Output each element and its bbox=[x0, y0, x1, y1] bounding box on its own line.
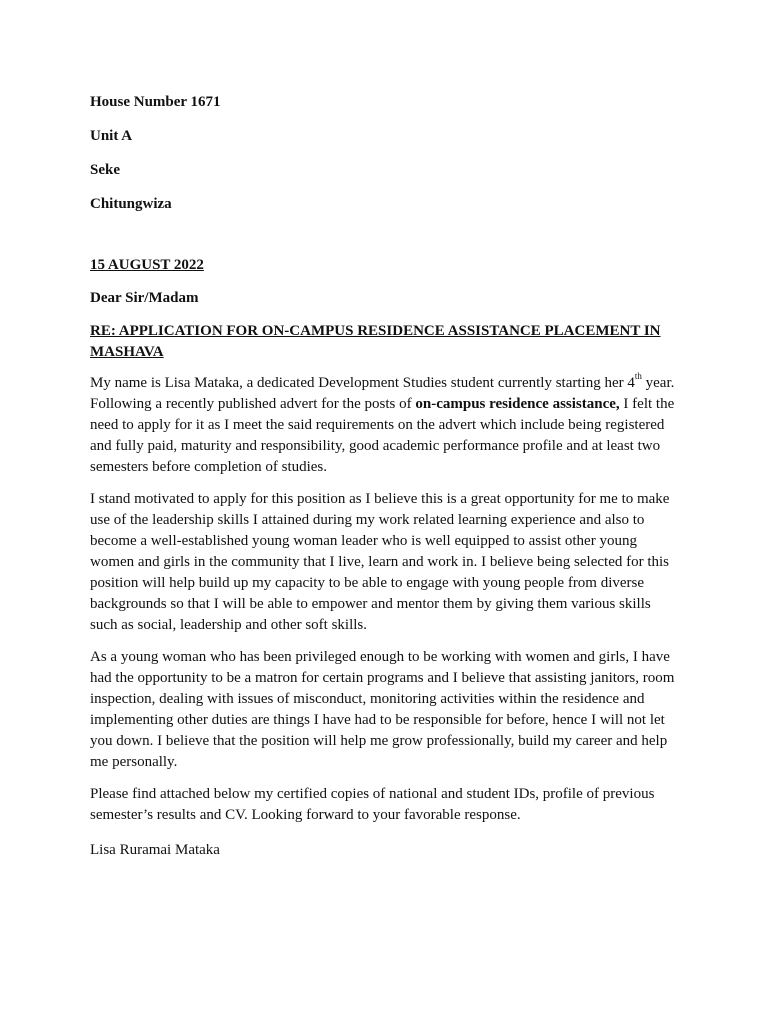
address-line-unit: Unit A bbox=[90, 128, 133, 144]
paragraph-intro-text-2: year. Following a recently published advert for the posts of bbox=[90, 375, 675, 412]
paragraph-intro-text-3: I felt the need to apply for it as I meet the said requirements on the advert which include being registered and fully paid, maturity and responsibility, good academic performance profile and at least two semesters before completion of studies. bbox=[90, 396, 675, 475]
address-line-house: House Number 1671 bbox=[90, 94, 221, 110]
paragraph-intro bbox=[90, 373, 680, 478]
subject-line: RE: APPLICATION FOR ON-CAMPUS RESIDENCE ASSISTANCE PLACEMENT IN MASHAVA bbox=[90, 323, 661, 360]
salutation: Dear Sir/Madam bbox=[90, 290, 199, 306]
address-line-town: Chitungwiza bbox=[90, 196, 172, 212]
position-name-bold: on-campus residence assistance, bbox=[415, 396, 620, 412]
letter-page bbox=[90, 92, 680, 861]
letter-date: 15 AUGUST 2022 bbox=[90, 257, 204, 273]
ordinal-superscript: th bbox=[634, 371, 642, 381]
paragraph-motivation: I stand motivated to apply for this position as I believe this is a great opportunity for me to make use of the leadership skills I attained during my work related learning experience and also to become a well-established young woman leader who is well equipped to assist other young women and girls in the community that I live, learn and work in. I believe being selected for this position will help build up my capacity to be able to engage with young people from diverse backgrounds so that I will be able to empower and mentor them by giving them various skills such as social, leadership and other soft skills. bbox=[90, 491, 670, 633]
paragraph-experience: As a young woman who has been privileged enough to be working with women and girls, I have had the opportunity to be a matron for certain programs and I believe that assisting janitors, room inspection, dealing with issues of misconduct, monitoring activities within the residence and implementing other duties are things I have had to be responsible for before, hence I will not let you down. I believe that the position will help me grow professionally, build my career and help me personally. bbox=[90, 649, 675, 770]
paragraph-intro-text-1: My name is Lisa Mataka, a dedicated Development Studies student currently starting her 4 bbox=[90, 375, 635, 391]
address-line-area: Seke bbox=[90, 162, 120, 178]
paragraph-attachments: Please find attached below my certified copies of national and student IDs, profile of previous semester’s results and CV. Looking forward to your favorable response. bbox=[90, 786, 655, 823]
signature-name: Lisa Ruramai Mataka bbox=[90, 842, 220, 858]
